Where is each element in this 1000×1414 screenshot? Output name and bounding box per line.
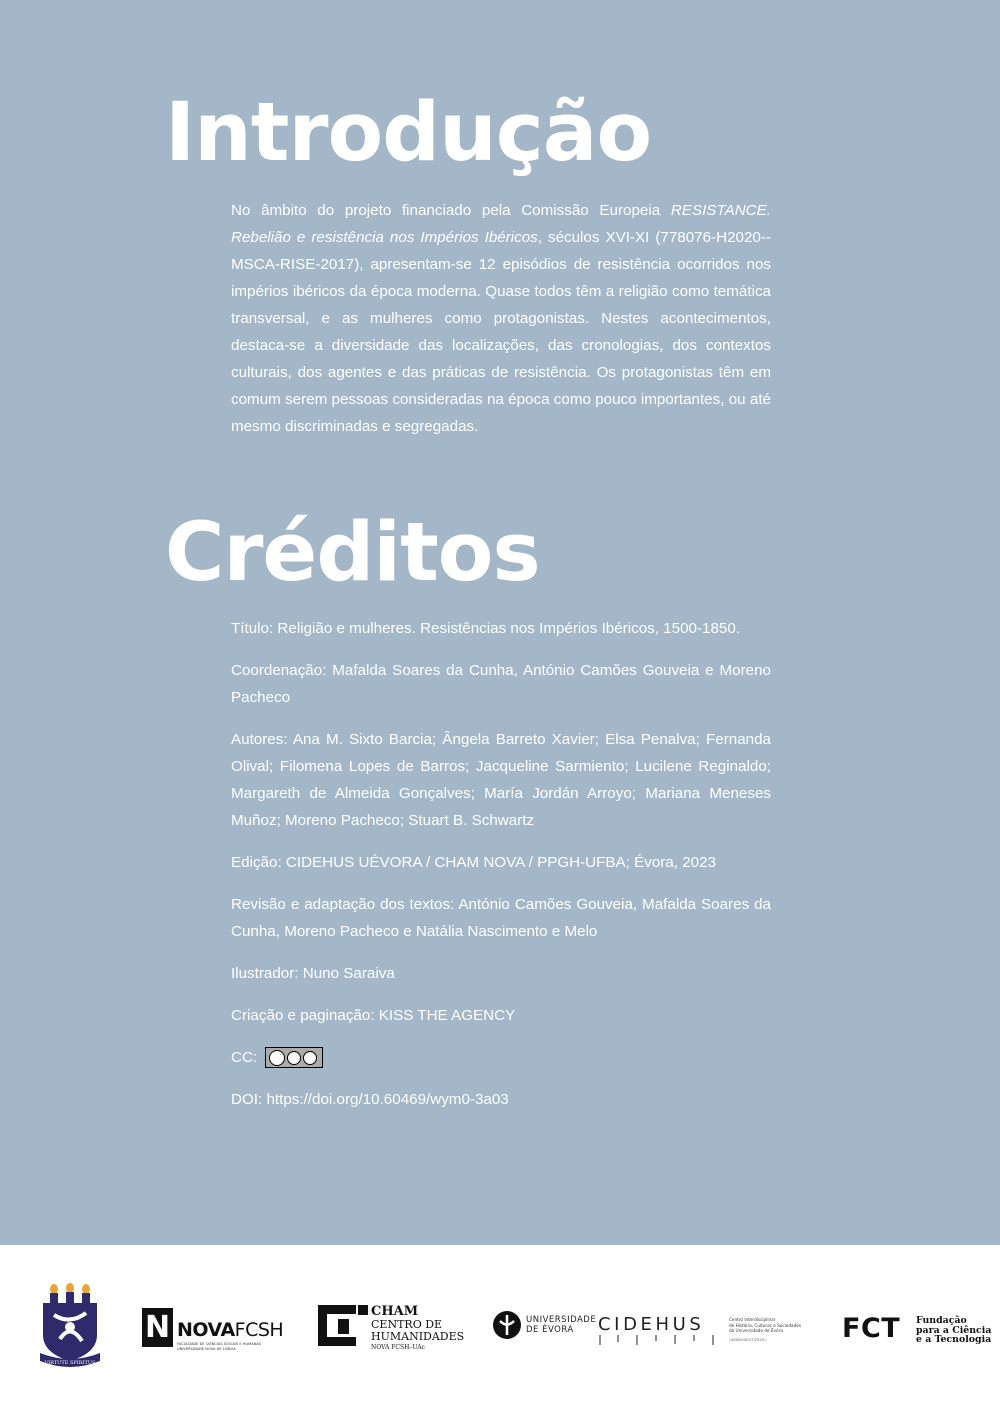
cc-by-nc-icon[interactable] xyxy=(265,1047,323,1068)
cidehus-bars-icon xyxy=(598,1335,726,1345)
credit-design: Criação e paginação: KISS THE AGENCY xyxy=(231,1007,516,1024)
cidehus-code: (UIDB/00057/2020) xyxy=(729,1337,766,1342)
nc-dollar-icon xyxy=(303,1051,317,1065)
svg-text:VIRTUTE SPIRITUS: VIRTUTE SPIRITUS xyxy=(44,1360,96,1366)
uevora-text: UNIVERSIDADE DE ÉVORA xyxy=(526,1315,597,1335)
cidehus-wordmark: CIDEHUS xyxy=(598,1314,705,1335)
cidehus-description: Centro Interdisciplinar de História, Culturas e Sociedades da Universidade de Évora xyxy=(729,1317,802,1333)
cc-circle-icon xyxy=(269,1050,285,1066)
credits-list xyxy=(231,615,771,1128)
credit-authors: Autores: Ana M. Sixto Barcia; Ângela Barreto Xavier; Elsa Penalva; Fernanda Olival; Filomena Lopes de Barros; Jacqueline Sarmiento; Lucilene Reginaldo; Margareth de Almeida Gonçalves; María Jordán Arroyo; Mariana Meneses Muñoz; Moreno Pacheco; Stuart B. Schwartz xyxy=(231,731,771,829)
ufba-crest-icon xyxy=(38,1283,102,1375)
nova-name: NOVAFCSH xyxy=(177,1319,284,1341)
partner-logos xyxy=(0,1245,1000,1414)
uevora-mark-icon xyxy=(492,1310,522,1340)
credits-heading: Créditos xyxy=(165,506,540,600)
intro-heading: Introdução xyxy=(165,86,652,180)
credit-revision: Revisão e adaptação dos textos: António Camões Gouveia, Mafalda Soares da Cunha, Moreno Pacheco e Natália Nascimento e Melo xyxy=(231,896,771,940)
intro-text-a: No âmbito do projeto financiado pela Comissão Europeia xyxy=(231,202,671,219)
cc-label: CC: xyxy=(231,1049,258,1066)
cham-mark-icon xyxy=(318,1305,368,1346)
by-person-icon xyxy=(287,1051,301,1065)
fct-wordmark: FCT xyxy=(842,1313,901,1344)
nova-subtitle: FACULDADE DE CIÊNCIAS SOCIAIS E HUMANAS UNIVERSIDADE NOVA DE LISBOA xyxy=(177,1342,262,1351)
credit-license xyxy=(231,1044,771,1071)
credit-doi[interactable]: DOI: https://doi.org/10.60469/wym0-3a03 xyxy=(231,1091,509,1108)
credit-edition: Edição: CIDEHUS UÉVORA / CHAM NOVA / PPGH-UFBA; Évora, 2023 xyxy=(231,854,717,871)
cham-text: CHAM CENTRO DE HUMANIDADES NOVA FCSH–UAc xyxy=(371,1304,465,1351)
nova-n-icon: N xyxy=(142,1308,173,1347)
credit-illustrator: Ilustrador: Nuno Saraiva xyxy=(231,965,395,982)
intro-text-c: , séculos XVI-XI (778076-H2020--MSCA-RISE-2017), apresentam-se 12 episódios de resistência ocorridos nos impérios ibéricos da época moderna. Quase todos têm a religião como temática transversal, e as mulheres como protagonistas. Nestes acontecimentos, destaca-se a diversidade das localizações, das cronologias, dos contextos culturais, dos agentes e das práticas de resistência. Os protagonistas têm em comum serem pessoas consideradas na época como pouco importantes, ou até mesmo discriminadas e segregadas. xyxy=(231,229,771,435)
credit-coordination: Coordenação: Mafalda Soares da Cunha, António Camões Gouveia e Moreno Pacheco xyxy=(231,662,771,706)
intro-paragraph xyxy=(231,197,771,440)
fct-description: Fundação para a Ciência e a Tecnologia xyxy=(916,1315,992,1345)
intro-project-title: RESISTANCE. Rebelião e resistência nos Impérios Ibéricos xyxy=(231,202,771,246)
ufba-logo xyxy=(38,1283,102,1375)
credit-title: Título: Religião e mulheres. Resistências nos Impérios Ibéricos, 1500-1850. xyxy=(231,620,741,637)
